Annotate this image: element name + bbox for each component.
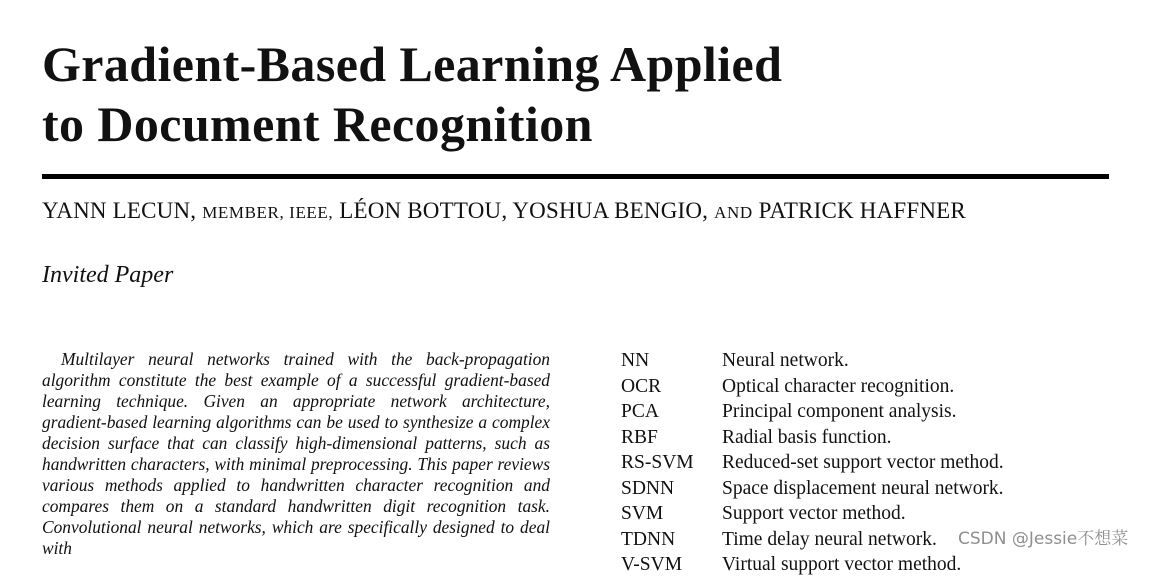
abbreviation-definition: Space displacement neural network. — [722, 477, 1004, 499]
abstract-text: Multilayer neural networks trained with the back-propagation algorithm constitute the best example of a successful gradient-based learning technique. Given an appropriate network architecture, gradient-based learning algorithms can be used to synthesize a complex decision surface that can classify high-dimensional patterns, such as handwritten characters, with minimal preprocessing. This paper reviews various methods applied to handwritten character recognition and compares them on a standard handwritten digit recognition task. Convolutional neural networks, which are specifically designed to deal with — [42, 349, 550, 558]
abbreviation-row — [621, 501, 1004, 527]
abbreviation-row — [621, 425, 1004, 451]
abbreviation-row — [621, 476, 1004, 502]
abbreviation-term: OCR — [621, 375, 662, 397]
abbreviation-definition: Radial basis function. — [722, 426, 892, 448]
paper-title — [42, 34, 782, 154]
title-line-1: Gradient-Based Learning Applied — [42, 36, 783, 92]
author-affiliation: MEMBER, IEEE, — [202, 203, 334, 222]
author-name: LÉON BOTTOU, YOSHUA BENGIO, — [339, 198, 709, 223]
abbreviation-row — [621, 552, 1004, 578]
abbreviation-row — [621, 450, 1004, 476]
abbreviation-definition: Support vector method. — [722, 503, 906, 524]
abbreviation-term: RS-SVM — [621, 452, 694, 473]
author-line — [42, 197, 966, 227]
abbreviation-term: V-SVM — [621, 554, 683, 575]
paper-type: Invited Paper — [42, 262, 174, 288]
abbreviation-definition: Principal component analysis. — [722, 401, 957, 422]
abbreviation-definition: Virtual support vector method. — [722, 554, 962, 575]
abbreviation-term: PCA — [621, 401, 659, 422]
abbreviation-list — [621, 348, 1004, 578]
abbreviation-term: SVM — [621, 503, 664, 524]
title-rule — [42, 174, 1109, 179]
abbreviation-term: TDNN — [621, 528, 676, 550]
title-line-2: to Document Recognition — [42, 96, 593, 152]
abbreviation-row — [621, 348, 1004, 374]
abbreviation-term: RBF — [621, 426, 658, 448]
author-name: YANN LECUN, — [42, 198, 197, 223]
abbreviation-definition: Reduced-set support vector method. — [722, 452, 1004, 473]
abbreviation-definition: Optical character recognition. — [722, 375, 955, 397]
abbreviation-row — [621, 374, 1004, 400]
abbreviation-definition: Neural network. — [722, 350, 849, 371]
source-watermark: CSDN @Jessie不想菜 — [958, 529, 1129, 549]
author-name: PATRICK HAFFNER — [758, 198, 966, 223]
abbreviation-definition: Time delay neural network. — [722, 528, 937, 550]
abbreviation-term: NN — [621, 350, 650, 371]
abbreviation-row — [621, 527, 1004, 553]
abbreviation-term: SDNN — [621, 477, 675, 499]
abbreviation-row — [621, 399, 1004, 425]
author-conjunction: AND — [714, 203, 753, 222]
